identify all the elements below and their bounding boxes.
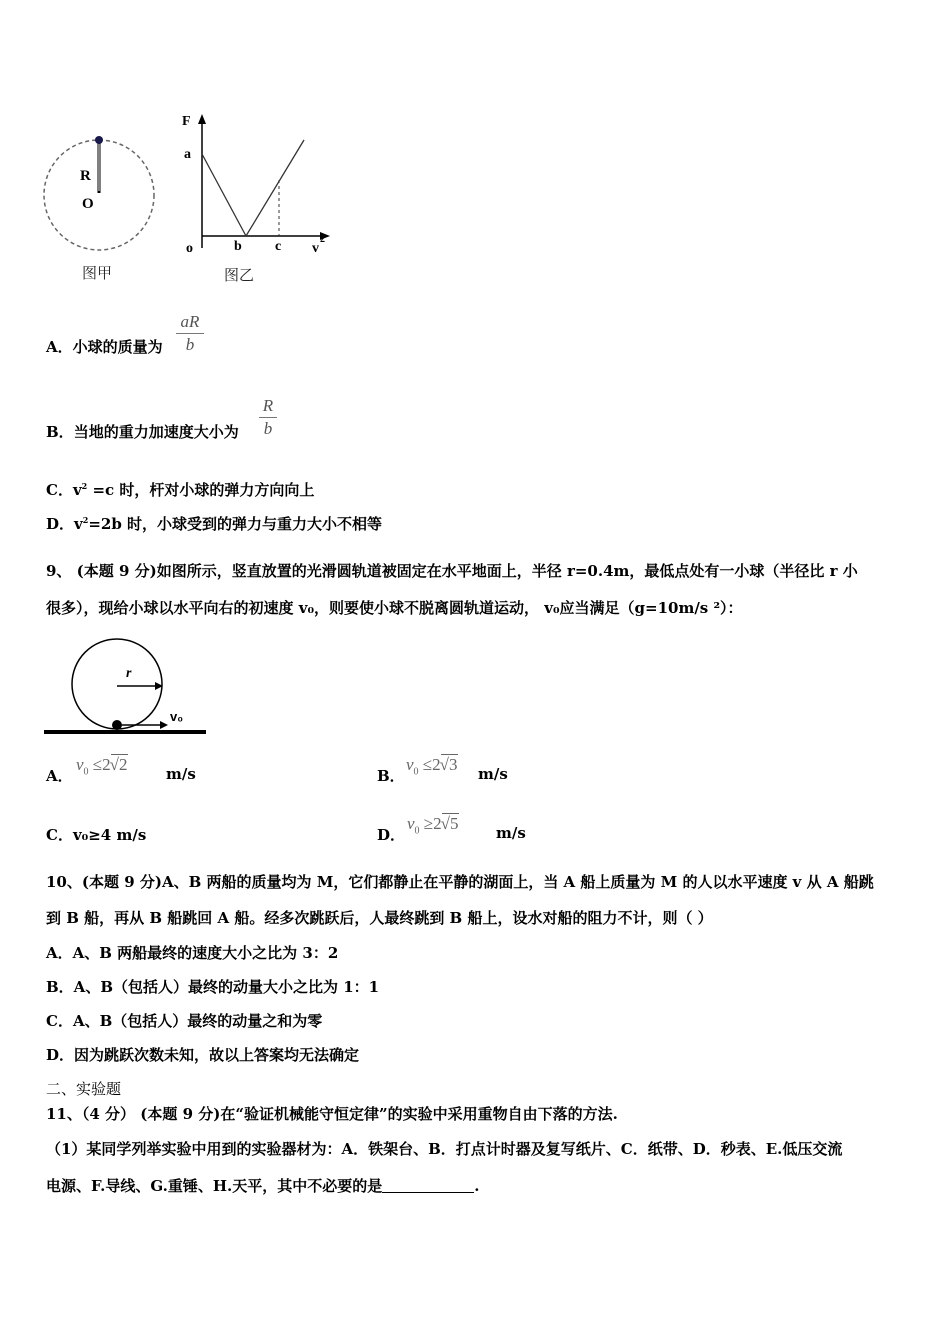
- label-R: R: [80, 168, 91, 184]
- q9-option-d-expr: $v_0 \ge 2√5$: [407, 814, 459, 837]
- ball: [95, 136, 103, 144]
- q9-option-b-prefix: B．: [377, 767, 405, 785]
- q9-option-c: C．v₀≥4 m/s: [46, 826, 147, 844]
- q10-stem-line2: 到 B 船，再从 B 船跳回 A 船。经多次跳跃后，人最终跳到 B 船上，设水对船的阻力不计，则（ ）: [46, 909, 713, 927]
- q9-option-a-prefix: A．: [46, 767, 73, 785]
- q10-option-a: A．A、B 两船最终的速度大小之比为 3：2: [46, 944, 339, 962]
- velocity-arrowhead: [160, 721, 168, 729]
- mark-o: o: [186, 241, 193, 256]
- q9-figure: [42, 636, 212, 740]
- label-O: O: [82, 196, 94, 212]
- mark-c: c: [275, 239, 282, 254]
- graph-line: [202, 140, 304, 236]
- q9-stem-line2: 很多），现给小球以水平向右的初速度 v₀，则要使小球不脱离圆轨道运动， v₀应当满足（g=10m/s ²）：: [46, 599, 743, 617]
- q8-option-a-fraction: aR b: [176, 312, 204, 355]
- q10-option-d: D．因为跳跃次数未知，故以上答案均无法确定: [46, 1046, 360, 1064]
- q10-stem-line1: 10、(本题 9 分)A、B 两船的质量均为 M，它们都静止在平静的湖面上，当 A 船上质量为 M 的人以水平速度 v 从 A 船跳: [46, 873, 874, 891]
- figure-yi: [178, 108, 338, 260]
- label-v0: v₀: [170, 709, 184, 724]
- fig-jia-caption: 图甲: [82, 264, 113, 282]
- q8-option-a: A．小球的质量为: [46, 338, 163, 356]
- q9-option-d-prefix: D．: [377, 826, 406, 844]
- q9-option-d-unit: m/s: [496, 824, 526, 842]
- axis-v-sup: 2: [320, 234, 325, 245]
- q11-stem-line2: （1）某同学列举实验中用到的实验器材为：A．铁架台、B．打点计时器及复写纸片、C．纸带、D．秒表、E.低压交流: [46, 1140, 843, 1158]
- q9-option-b-unit: m/s: [478, 765, 508, 783]
- circular-track: [72, 639, 162, 729]
- label-r: r: [126, 666, 132, 681]
- ball: [112, 720, 122, 730]
- q10-option-c: C．A、B（包括人）最终的动量之和为零: [46, 1012, 323, 1030]
- section-heading: 二、实验题: [46, 1080, 122, 1098]
- q9-option-a-expr: $v_0 \le 2√2$: [76, 755, 128, 778]
- y-axis-arrow: [198, 114, 206, 124]
- q11-stem-line1: 11、（4 分） (本题 9 分)在“验证机械能守恒定律”的实验中采用重物自由下落的方法.: [46, 1105, 618, 1123]
- q9-option-b-expr: $v_0 \le 2√3$: [406, 755, 458, 778]
- mark-a: a: [184, 147, 191, 162]
- q8-option-c: C．$v^2 =c$ 时，杆对小球的弹力方向向上: [46, 481, 315, 499]
- answer-blank[interactable]: [382, 1178, 474, 1193]
- axis-F: F: [182, 114, 191, 129]
- q8-option-b: B．当地的重力加速度大小为: [46, 423, 239, 441]
- q10-option-b: B．A、B（包括人）最终的动量大小之比为 1：1: [46, 978, 380, 996]
- q9-stem-line1: 9、 (本题 9 分)如图所示，竖直放置的光滑圆轨道被固定在水平地面上，半径 r=0.4m，最低点处有一小球（半径比 r 小: [46, 562, 858, 580]
- axis-v: v: [312, 241, 319, 256]
- q9-option-a-unit: m/s: [166, 765, 196, 783]
- fig-yi-caption: 图乙: [224, 266, 255, 284]
- q11-stem-line3: 电源、F.导线、G.重锤、H.天平，其中不必要的是 .: [46, 1177, 480, 1195]
- q8-option-b-fraction: R b: [259, 396, 277, 439]
- q8-option-d: D．$v^2=2b$ 时，小球受到的弹力与重力大小不相等: [46, 515, 383, 533]
- mark-b: b: [234, 239, 242, 254]
